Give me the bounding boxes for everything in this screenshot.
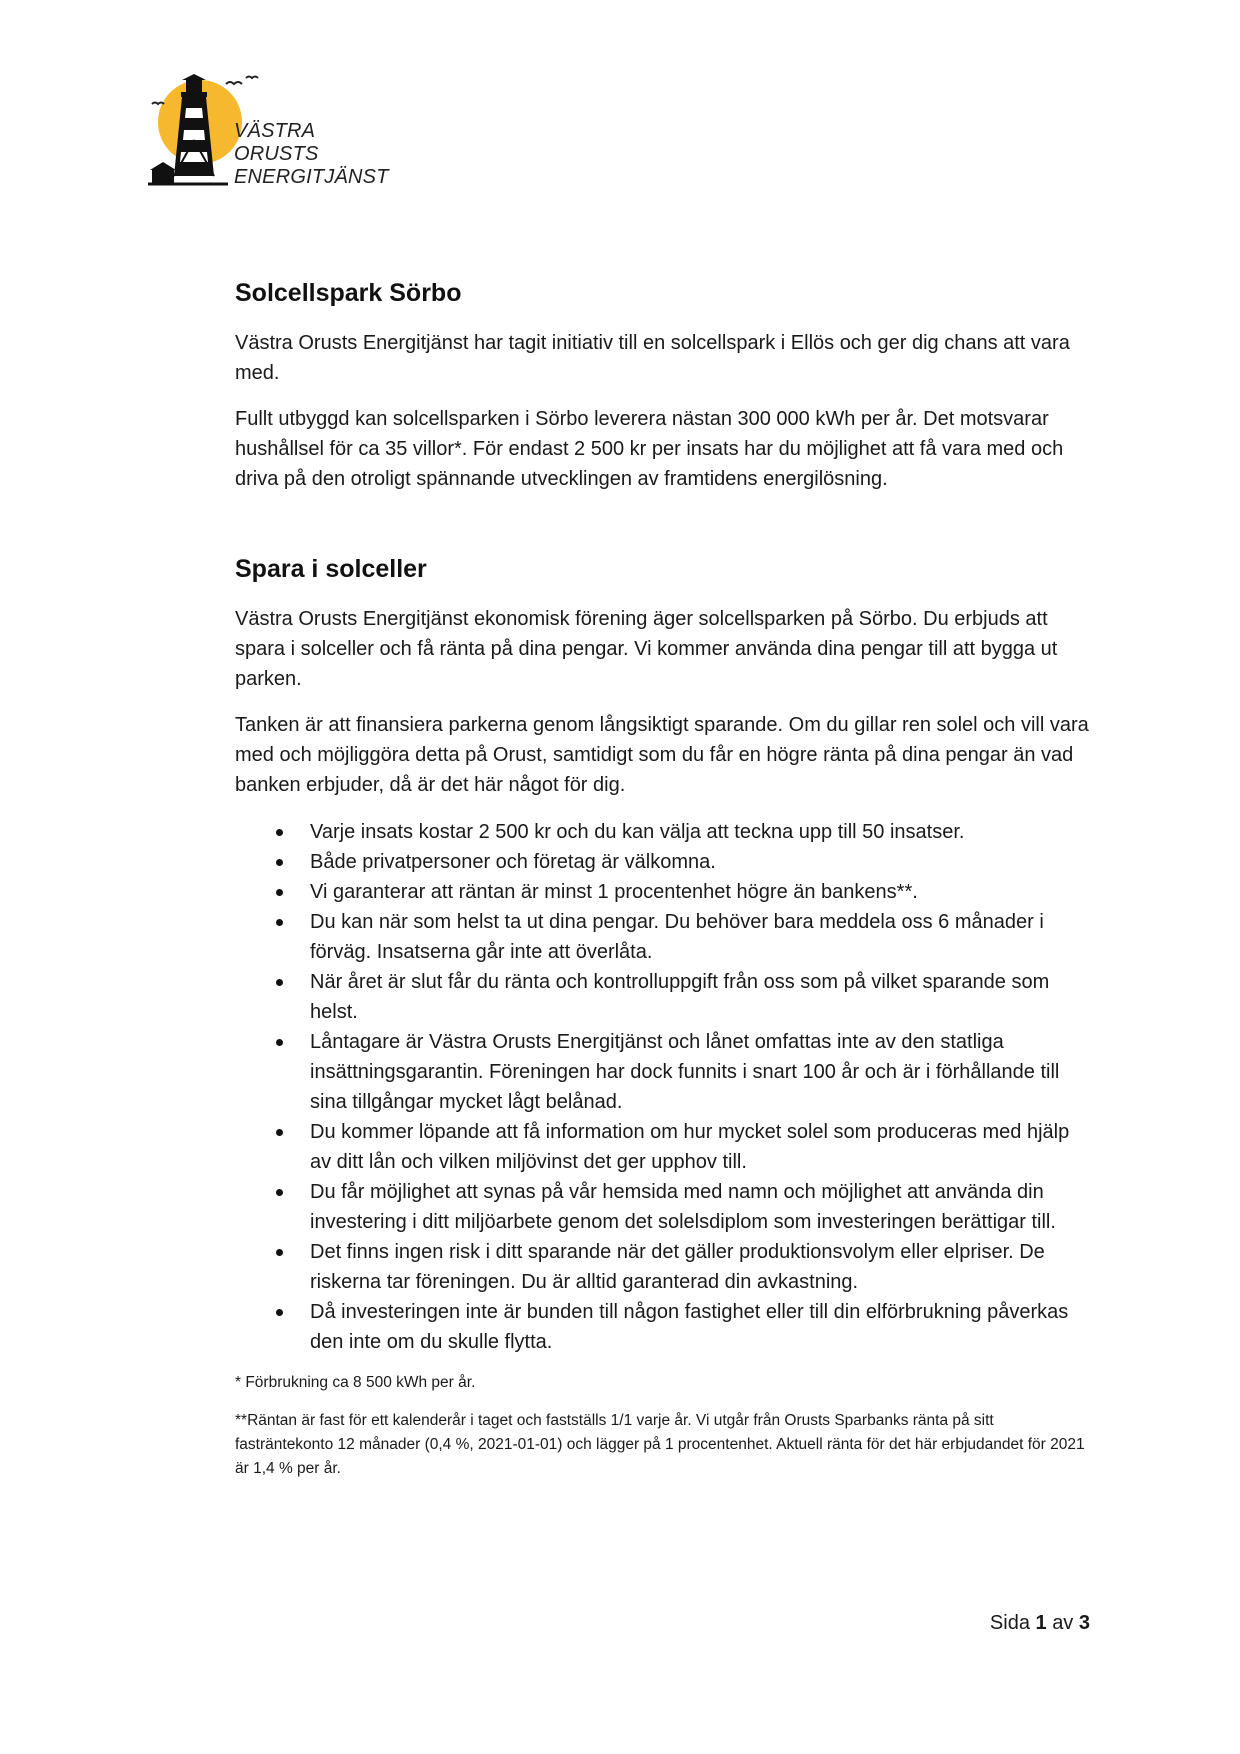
benefits-list (235, 817, 1095, 1357)
logo-wordmark (234, 120, 398, 189)
bullet-icon (276, 1129, 283, 1136)
ownership-paragraph: Västra Orusts Energitjänst ekonomisk förening äger solcellsparken på Sörbo. Du erbjuds att spara i solceller och få ränta på dina pengar. Vi kommer använda dina pengar till att bygga ut parken. (235, 608, 1058, 690)
bullet-icon (276, 1309, 283, 1316)
section-title-spara: Spara i solceller (235, 555, 427, 583)
bullet-icon (276, 919, 283, 926)
bullet-icon (276, 1249, 283, 1256)
footnote-interest: **Räntan är fast för ett kalenderår i taget och fastställs 1/1 varje år. Vi utgår från Orusts Sparbanks ränta på sitt fasträntekonto 12 månader (0,4 %, 2021-01-01) och lägger på 1 procentenhet. Aktuell ränta för det här erbjudandet för 2021 är 1,4 % per år. (235, 1412, 1085, 1477)
list-item: Vi garanterar att räntan är minst 1 procentenhet högre än bankens**. (235, 877, 1095, 907)
intro-paragraph: Västra Orusts Energitjänst har tagit initiativ till en solcellspark i Ellös och ger dig chans att vara med. (235, 332, 1070, 384)
list-item: Du kommer löpande att få information om hur mycket solel som produceras med hjälp av ditt lån och vilken miljövinst det ger upphov till. (235, 1117, 1095, 1177)
bullet-icon (276, 829, 283, 836)
footnote-consumption: * Förbrukning ca 8 500 kWh per år. (235, 1374, 476, 1391)
bullet-icon (276, 889, 283, 896)
list-item: Låntagare är Västra Orusts Energitjänst och lånet omfattas inte av den statliga insättningsgarantin. Föreningen har dock funnits i snart 100 år och är i förhållande till sina tillgångar mycket lågt belånad. (235, 1027, 1095, 1117)
list-item: När året är slut får du ränta och kontrolluppgift från oss som på vilket sparande som helst. (235, 967, 1095, 1027)
bullet-icon (276, 1039, 283, 1046)
production-paragraph: Fullt utbyggd kan solcellsparken i Sörbo leverera nästan 300 000 kWh per år. Det motsvarar hushållsel för ca 35 villor*. För endast 2 500 kr per insats har du möjlighet att få vara med och driva på den otroligt spännande utvecklingen av framtidens energilösning. (235, 408, 1064, 490)
page-number: Sida 1 av 3 (989, 1612, 1090, 1634)
financing-paragraph: Tanken är att finansiera parkerna genom långsiktigt sparande. Om du gillar ren solel och vill vara med och möjliggöra detta på Orust, samtidigt som du får en högre ränta på dina pengar än vad banken erbjuder, då är det här något för dig. (235, 714, 1089, 796)
logo-line-1: VÄSTRA ORUSTS (234, 120, 319, 165)
section-title-solcellspark: Solcellspark Sörbo (235, 279, 462, 307)
list-item: Varje insats kostar 2 500 kr och du kan välja att teckna upp till 50 insatser. (235, 817, 1095, 847)
logo-line-2: ENERGITJÄNST (234, 166, 389, 188)
list-item: Det finns ingen risk i ditt sparande när det gäller produktionsvolym eller elpriser. De riskerna tar föreningen. Du är alltid garanterad din avkastning. (235, 1237, 1095, 1297)
organization-logo (148, 74, 398, 194)
list-item: Då investeringen inte är bunden till någon fastighet eller till din elförbrukning påverkas den inte om du skulle flytta. (235, 1297, 1095, 1357)
list-item: Du får möjlighet att synas på vår hemsida med namn och möjlighet att använda din investering i ditt miljöarbete genom det solelsdiplom som investeringen berättigar till. (235, 1177, 1095, 1237)
main-content (235, 276, 1095, 1481)
bullet-icon (276, 859, 283, 866)
list-item: Både privatpersoner och företag är välkomna. (235, 847, 1095, 877)
list-item: Du kan när som helst ta ut dina pengar. Du behöver bara meddela oss 6 månader i förväg. Insatserna går inte att överlåta. (235, 907, 1095, 967)
bullet-icon (276, 1189, 283, 1196)
bullet-icon (276, 979, 283, 986)
